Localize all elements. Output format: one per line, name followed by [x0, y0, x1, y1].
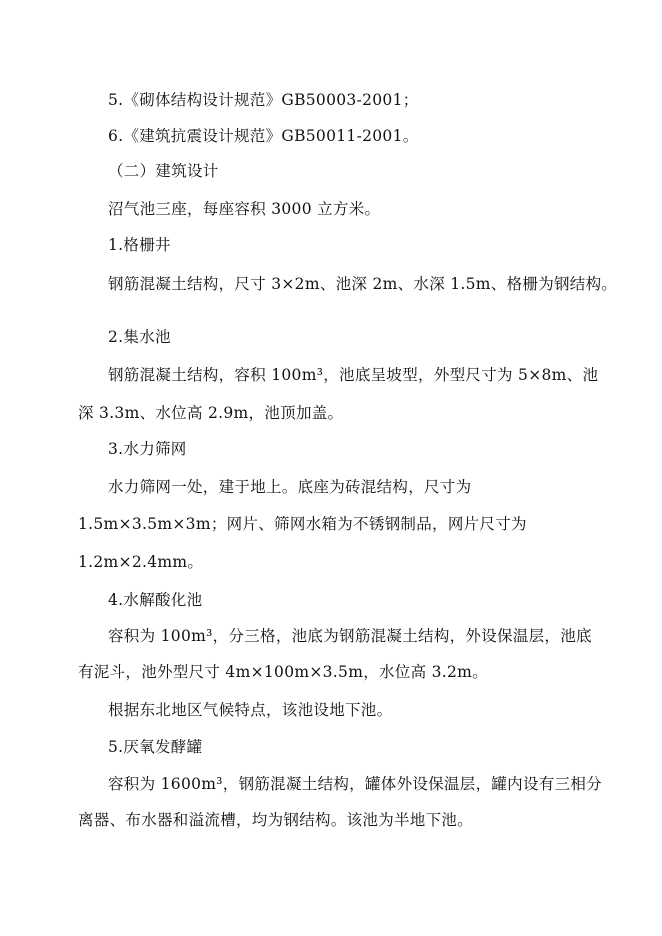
paragraph-4-line-1: 容积为 100m³，分三格，池底为钢筋混凝土结构，外设保温层，池底 — [108, 627, 592, 645]
paragraph-3-line-1: 水力筛网一处，建于地上。底座为砖混结构，尺寸为 — [108, 478, 472, 496]
paragraph-2-line-2: 深 3.3m、水位高 2.9m，池顶加盖。 — [78, 404, 344, 422]
paragraph-biogas: 沼气池三座，每座容积 3000 立方米。 — [108, 200, 381, 218]
paragraph-3-line-2: 1.5m×3.5m×3m；网片、筛网水箱为不锈钢制品，网片尺寸为 — [78, 515, 527, 533]
paragraph-4-note: 根据东北地区气候特点，该池设地下池。 — [108, 701, 393, 719]
subheading-5: 5.厌氧发酵罐 — [108, 738, 203, 756]
paragraph-5-line-1: 容积为 1600m³，钢筋混凝土结构，罐体外设保温层，罐内设有三相分 — [108, 775, 602, 793]
spec-item-5: 5.《砌体结构设计规范》GB50003-2001； — [108, 91, 419, 109]
subheading-4: 4.水解酸化池 — [108, 591, 203, 609]
subheading-3: 3.水力筛网 — [108, 440, 187, 458]
subheading-1: 1.格栅井 — [108, 236, 171, 254]
paragraph-1: 钢筋混凝土结构，尺寸 3×2m、池深 2m、水深 1.5m、格栅为钢结构。 — [108, 275, 618, 293]
section-heading: （二）建筑设计 — [108, 162, 219, 180]
paragraph-2-line-1: 钢筋混凝土结构，容积 100m³，池底呈坡型，外型尺寸为 5×8m、池 — [108, 366, 599, 384]
spec-item-6: 6.《建筑抗震设计规范》GB50011-2001。 — [108, 127, 419, 145]
paragraph-5-line-2: 离器、布水器和溢流槽，均为钢结构。该池为半地下池。 — [78, 811, 474, 829]
subheading-2: 2.集水池 — [108, 328, 171, 346]
paragraph-3-line-3: 1.2m×2.4mm。 — [78, 553, 204, 571]
paragraph-4-line-2: 有泥斗，池外型尺寸 4m×100m×3.5m，水位高 3.2m。 — [78, 663, 488, 681]
